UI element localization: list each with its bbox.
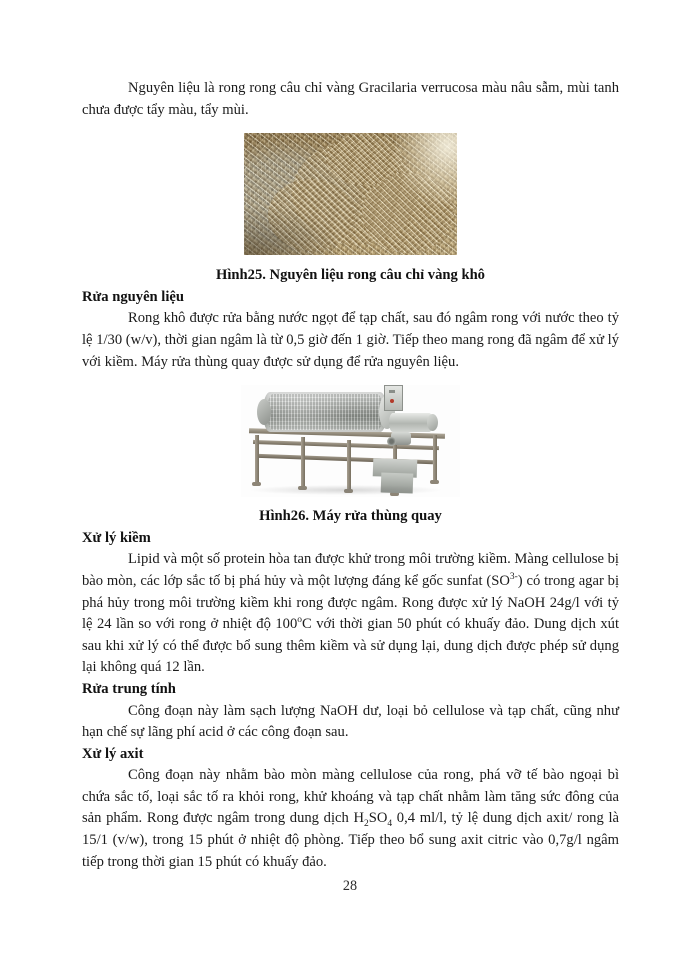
figure-caption-hinh26: Hình26. Máy rửa thùng quay <box>259 508 442 525</box>
heading-neutral-wash: Rửa trung tính <box>82 680 176 697</box>
photo-shadow <box>251 485 441 495</box>
alkali-treatment-paragraph <box>82 549 619 679</box>
drum-end-cap-left <box>257 399 271 425</box>
photo-shadow <box>244 209 336 255</box>
figure-caption-hinh25: Hình25. Nguyên liệu rong câu chỉ vàng khô <box>216 267 485 284</box>
frame-leg <box>255 435 259 483</box>
washing-material-paragraph: Rong khô được rửa bằng nước ngọt để tạp chất, sau đó ngâm rong với nước theo tỷ lệ 1/30 (w/v), thời gian ngâm là từ 0,5 giờ đến 1 giờ. Tiếp theo mang rong đã ngâm để xử lý với kiềm. Máy rửa thùng quay được sử dụng để rửa nguyên liệu. <box>82 310 619 370</box>
frame-rail <box>253 440 439 450</box>
figure-hinh26 <box>82 385 619 528</box>
figure-hinh25 <box>82 133 619 287</box>
drum-perforated-surface <box>267 394 383 430</box>
page-number: 28 <box>342 878 358 894</box>
degree-superscript: o <box>297 615 303 626</box>
heading-acid-treatment: Xử lý axit <box>82 745 144 762</box>
page-content <box>82 78 619 873</box>
acid-text-part1: Công đoạn này nhằm bào mòn màng cellulose của rong, phá vỡ tế bào ngoại bì chứa sắc tố, loại sắc tố ra khỏi rong, khử khoáng và tạp chất nhằm làm tăng sức đông của sản phẩm. Rong được ngâm trong dung dịch H <box>82 767 619 827</box>
control-switch <box>389 390 395 393</box>
frame-leg <box>433 435 437 481</box>
photo-highlight <box>395 133 457 205</box>
oxygen-subscript: 4 <box>387 819 393 830</box>
frame-leg <box>347 440 351 490</box>
frame-foot <box>430 480 439 484</box>
acid-text-part3: 0,4 ml/l, tỷ lệ dung dịch axit/ rong là 15/1 (v/w), trong 15 phút ở nhiệt độ phòng. Tiếp theo bổ sung axit citric vào 0,7g/l ngâm tiếp trong thời gian 15 phút có khuấy đảo. <box>82 810 619 870</box>
heading-alkali-treatment: Xử lý kiềm <box>82 529 151 546</box>
intro-paragraph: Nguyên liệu là rong rong câu chỉ vàng Gracilaria verrucosa màu nâu sẫm, mùi tanh chưa được tẩy màu, tẩy mùi. <box>82 80 619 118</box>
alkali-text-part3: C với thời gian 50 phút có khuấy đảo. Dung dịch xút sau khi xử lý có thể được bổ sung thêm kiềm và sử dụng lại, dung dịch được phép sử dụng lại không quá 12 lần. <box>82 616 620 676</box>
discharge-end-cap <box>427 414 438 431</box>
alkali-text-part2: ) có trong agar bị phá hủy trong môi trường kiềm khi rong được ngâm. Rong được xử lý NaOH 24g/l với tỷ lệ 24 lần so với rong ở nhiệt độ 100 <box>82 572 619 633</box>
dried-seaweed-photo <box>244 133 457 255</box>
acid-treatment-paragraph <box>82 765 619 873</box>
hydrogen-subscript: 2 <box>363 819 369 830</box>
frame-leg <box>301 437 305 487</box>
alkali-text-part1: Lipid và một số protein hòa tan được khử trong môi trường kiềm. Màng cellulose bị bào mòn, các lớp sắc tố bị phá hủy và một lượng đáng kể gốc sunfat (SO <box>82 551 619 589</box>
heading-washing-material: Rửa nguyên liệu <box>82 288 185 305</box>
seaweed-clump <box>326 133 402 185</box>
control-box <box>384 385 403 411</box>
rotary-drum-washer-photo <box>241 385 460 497</box>
acid-text-part2: SO <box>368 810 388 827</box>
neutral-wash-paragraph: Công đoạn này làm sạch lượng NaOH dư, loại bỏ cellulose và tạp chất, cũng như hạn chế sự lãng phí acid ở các công đoạn sau. <box>82 702 619 741</box>
sulfate-charge-superscript: 3- <box>509 572 518 583</box>
